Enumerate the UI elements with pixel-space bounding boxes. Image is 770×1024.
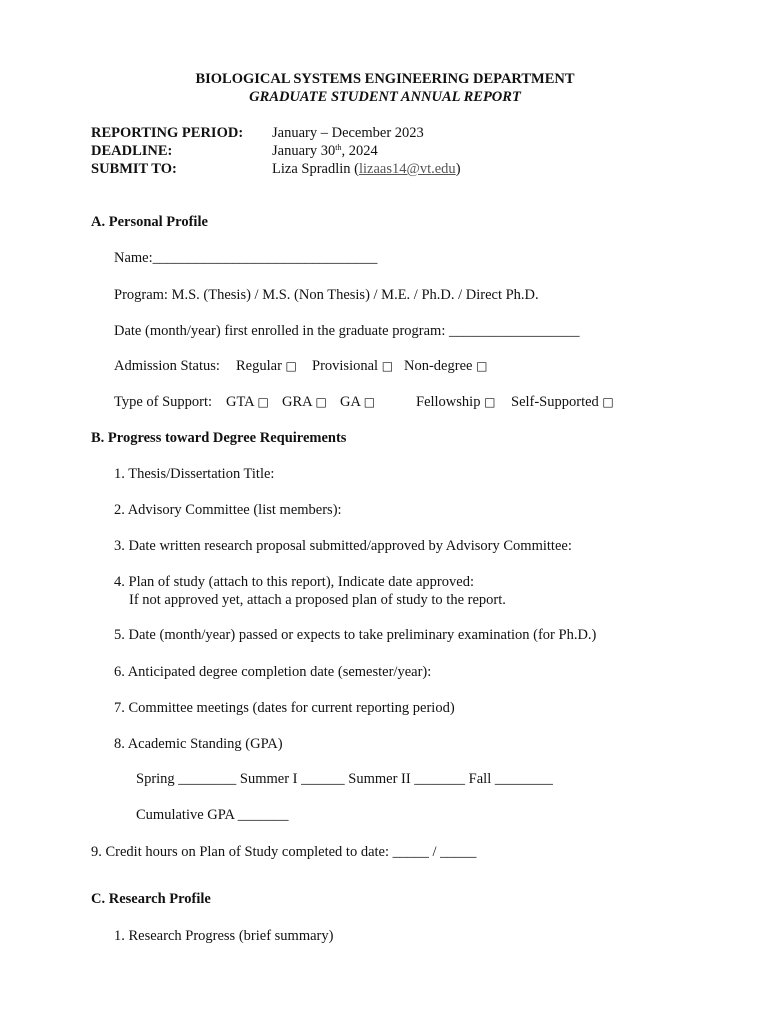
support-ga[interactable]: GA □ bbox=[340, 394, 376, 410]
checkbox-icon: □ bbox=[381, 359, 394, 373]
checkbox-icon: □ bbox=[476, 359, 488, 373]
deadline-value: January 30th, 2024 bbox=[272, 143, 378, 159]
checkbox-icon: □ bbox=[484, 395, 496, 409]
admission-non-degree[interactable]: Non-degree □ bbox=[404, 358, 488, 374]
committee-item: 2. Advisory Committee (list members): bbox=[114, 502, 342, 518]
checkbox-icon: □ bbox=[363, 395, 376, 409]
program-line: Program: M.S. (Thesis) / M.S. (Non Thesis) / M.E. / Ph.D. / Direct Ph.D. bbox=[114, 287, 539, 303]
research-progress-item: 1. Research Progress (brief summary) bbox=[114, 928, 334, 944]
completion-date-item: 6. Anticipated degree completion date (semester/year): bbox=[114, 664, 432, 680]
deadline-label: DEADLINE: bbox=[91, 143, 173, 159]
submit-value: Liza Spradlin (lizaas14@vt.edu) bbox=[272, 161, 461, 177]
proposal-item: 3. Date written research proposal submitted/approved by Advisory Committee: bbox=[114, 538, 572, 554]
committee-meetings-item: 7. Committee meetings (dates for current reporting period) bbox=[114, 700, 455, 716]
section-a-heading: A. Personal Profile bbox=[91, 214, 208, 230]
support-label: Type of Support: bbox=[114, 394, 213, 410]
thesis-title-item: 1. Thesis/Dissertation Title: bbox=[114, 466, 275, 482]
enrolled-date-line: Date (month/year) first enrolled in the graduate program: __________________ bbox=[114, 323, 580, 339]
admission-provisional[interactable]: Provisional □ bbox=[312, 358, 394, 374]
credit-hours-item: 9. Credit hours on Plan of Study completed to date: _____ / _____ bbox=[91, 844, 477, 860]
section-c-heading: C. Research Profile bbox=[91, 891, 211, 907]
support-gta[interactable]: GTA □ bbox=[226, 394, 269, 410]
support-fellowship[interactable]: Fellowship □ bbox=[416, 394, 496, 410]
checkbox-icon: □ bbox=[257, 395, 269, 409]
checkbox-icon: □ bbox=[602, 395, 614, 409]
period-value: January – December 2023 bbox=[272, 125, 424, 141]
submit-label: SUBMIT TO: bbox=[91, 161, 177, 177]
period-label: REPORTING PERIOD: bbox=[91, 125, 244, 141]
plan-of-study-note: If not approved yet, attach a proposed plan of study to the report. bbox=[129, 592, 506, 608]
department-title: BIOLOGICAL SYSTEMS ENGINEERING DEPARTMENT bbox=[195, 71, 575, 87]
report-title: GRADUATE STUDENT ANNUAL REPORT bbox=[249, 89, 521, 105]
checkbox-icon: □ bbox=[315, 395, 327, 409]
plan-of-study-item: 4. Plan of study (attach to this report), Indicate date approved: bbox=[114, 574, 474, 590]
section-b-heading: B. Progress toward Degree Requirements bbox=[91, 430, 347, 446]
cumulative-gpa-line: Cumulative GPA _______ bbox=[136, 807, 289, 823]
gpa-terms-line: Spring ________ Summer I ______ Summer II _______ Fall ________ bbox=[136, 771, 553, 787]
email-link[interactable]: lizaas14@vt.edu bbox=[358, 161, 456, 177]
admission-regular[interactable]: Regular □ bbox=[236, 358, 297, 374]
checkbox-icon: □ bbox=[285, 359, 297, 373]
name-field: Name:_______________________________ bbox=[114, 250, 378, 266]
admission-label: Admission Status: bbox=[114, 358, 220, 374]
support-self[interactable]: Self-Supported □ bbox=[511, 394, 614, 410]
academic-standing-item: 8. Academic Standing (GPA) bbox=[114, 736, 283, 752]
prelim-exam-item: 5. Date (month/year) passed or expects to take preliminary examination (for Ph.D.) bbox=[114, 627, 597, 643]
support-gra[interactable]: GRA □ bbox=[282, 394, 327, 410]
